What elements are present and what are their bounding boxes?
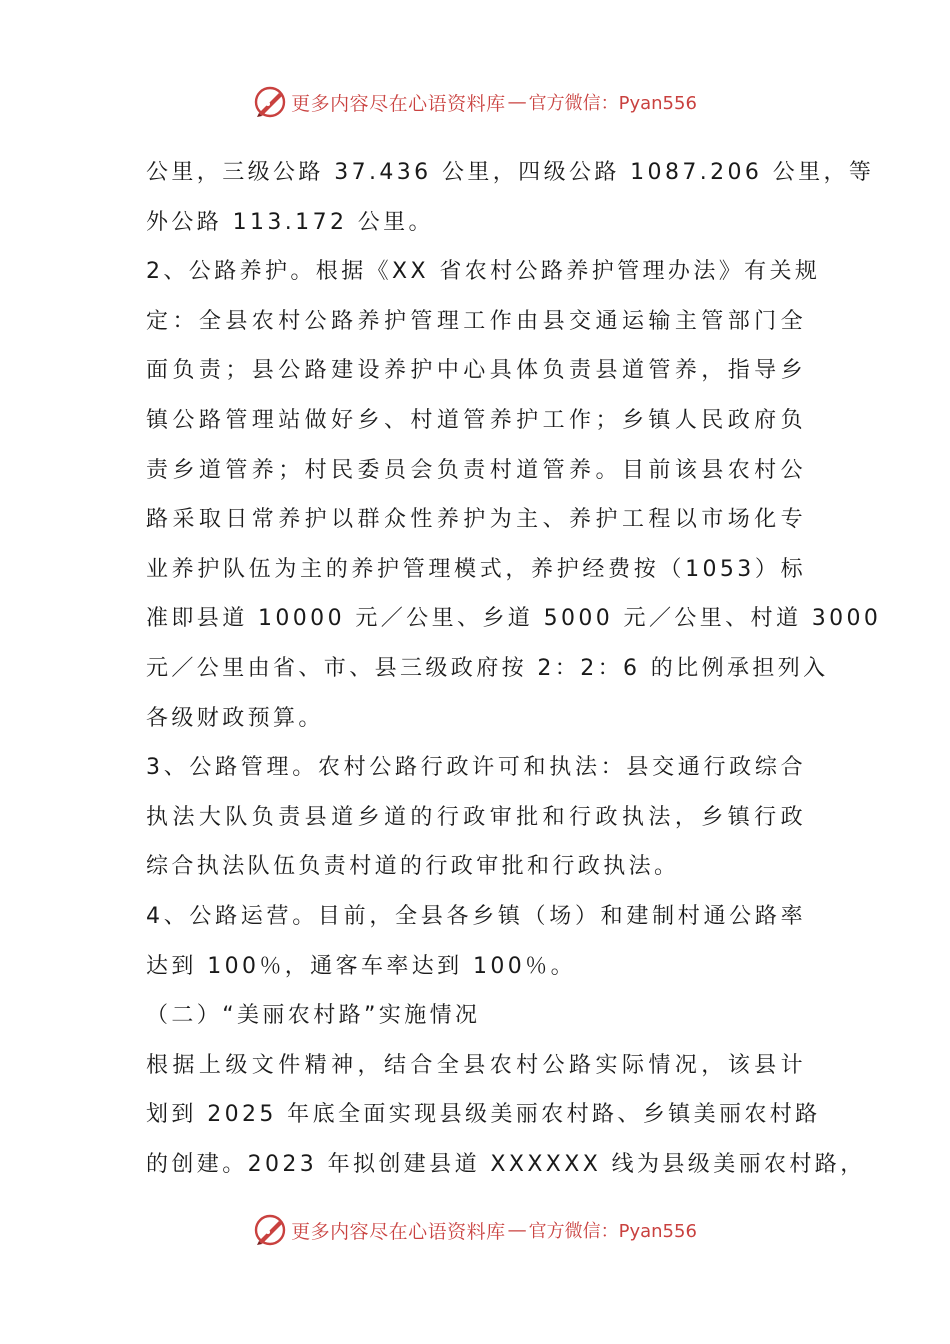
pen-logo-icon: [253, 1213, 287, 1247]
text-line: 面负责；县公路建设养护中心具体负责县道管养，指导乡: [146, 358, 806, 384]
text-line: 执法大队负责县道乡道的行政审批和行政执法，乡镇行政: [146, 804, 806, 830]
text-line: 准即县道 10000 元／公里、乡道 5000 元／公里、村道 3000: [146, 606, 882, 632]
watermark-wechat: 官方微信：Pyan556: [528, 1221, 697, 1242]
text-line: 根据上级文件精神，结合全县农村公路实际情况，该县计: [146, 1052, 806, 1078]
text-line: 的创建。2023 年拟创建县道 XXXXXX 线为县级美丽农村路，: [146, 1151, 866, 1177]
text-line: 各级财政预算。: [146, 705, 324, 731]
watermark-text: 更多内容尽在心语资料库: [291, 92, 506, 115]
text-line: 公里，三级公路 37.436 公里，四级公路 1087.206 公里，等: [146, 160, 875, 185]
pen-logo-icon: [253, 85, 287, 119]
text-line: 定：全县农村公路养护管理工作由县交通运输主管部门全: [146, 308, 806, 334]
section-heading: （二）“美丽农村路”实施情况: [146, 1003, 481, 1029]
header-watermark: [0, 82, 950, 122]
text-line: 划到 2025 年底全面实现县级美丽农村路、乡镇美丽农村路: [146, 1102, 821, 1128]
watermark-separator: —: [507, 91, 527, 113]
watermark-wechat: 官方微信：Pyan556: [528, 93, 697, 114]
text-line: 路采取日常养护以群众性养护为主、养护工程以市场化专: [146, 507, 806, 533]
text-line: 综合执法队伍负责村道的行政审批和行政执法。: [146, 854, 680, 880]
watermark-text: 更多内容尽在心语资料库: [291, 1220, 506, 1243]
document-body: [146, 148, 882, 1189]
text-line: 元／公里由省、市、县三级政府按 2：2：6 的比例承担列入: [146, 655, 829, 681]
text-line: 外公路 113.172 公里。: [146, 209, 434, 235]
text-line: 3、公路管理。农村公路行政许可和执法：县交通行政综合: [146, 755, 806, 781]
text-line: 达到 100％，通客车率达到 100％。: [146, 953, 576, 979]
footer-watermark: [0, 1210, 950, 1250]
watermark-separator: —: [507, 1219, 527, 1241]
text-line: 责乡道管养；村民委员会负责村道管养。目前该县农村公: [146, 457, 806, 483]
text-line: 4、公路运营。目前，全县各乡镇（场）和建制村通公路率: [146, 903, 806, 929]
text-line: 2、公路养护。根据《XX 省农村公路养护管理办法》有关规: [146, 259, 821, 285]
text-line: 业养护队伍为主的养护管理模式，养护经费按（1053）标: [146, 556, 806, 582]
text-line: 镇公路管理站做好乡、村道管养护工作；乡镇人民政府负: [146, 407, 806, 433]
